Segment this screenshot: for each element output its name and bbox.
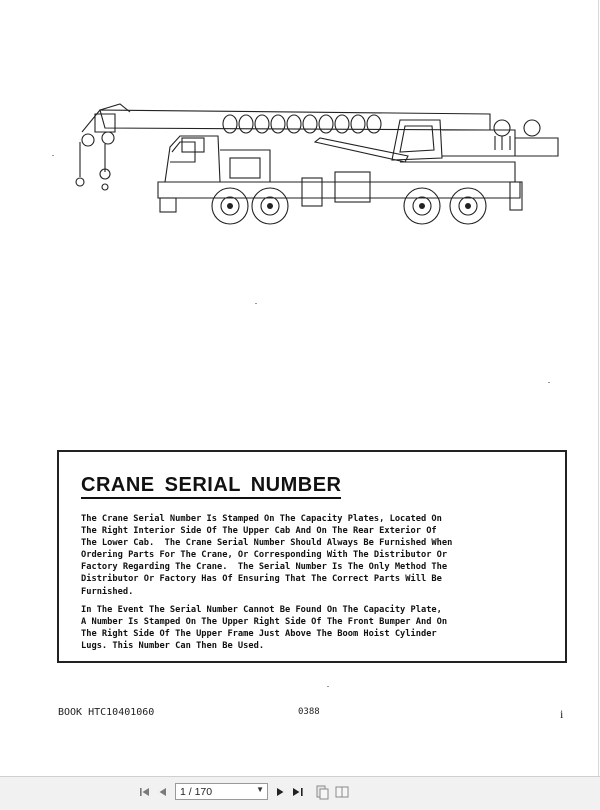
scan-speck <box>255 303 257 304</box>
scan-speck <box>552 155 554 156</box>
two-page-view-icon[interactable] <box>334 784 350 800</box>
scan-speck <box>52 155 54 156</box>
page-number-value: 1 / 170 <box>180 786 213 798</box>
crane-truck-illustration <box>70 102 565 230</box>
scan-speck <box>327 686 329 687</box>
book-number: BOOK HTC10401060 <box>58 707 155 718</box>
notice-heading: CRANE SERIAL NUMBER <box>81 474 341 499</box>
last-page-icon[interactable] <box>290 784 306 800</box>
viewer-toolbar <box>0 776 600 810</box>
single-page-view-icon[interactable] <box>314 784 330 800</box>
page-number-select[interactable] <box>175 783 268 800</box>
notice-paragraph-2: In The Event The Serial Number Cannot Be Found On The Capacity Plate, A Number Is Stamped On The Upper Right Side Of The Front Bumper And On The Right Side Of The Upper Frame Just Above The Boom Hoist Cylinder Lugs. This Number Can Then Be Used. <box>81 605 448 652</box>
chevron-down-icon: ▼ <box>256 785 264 794</box>
scan-speck <box>548 382 550 383</box>
next-page-icon[interactable] <box>272 784 288 800</box>
first-page-icon[interactable] <box>137 784 153 800</box>
previous-page-icon[interactable] <box>155 784 171 800</box>
document-code: 0388 <box>298 707 320 717</box>
page-number: i <box>560 707 564 721</box>
notice-paragraph-1: The Crane Serial Number Is Stamped On The Capacity Plates, Located On The Right Interior Side Of The Upper Cab And On The Rear Exterior Of The Lower Cab. The Crane Serial Number Should Always Be Furnished When Ordering Parts For The Crane, Or Corresponding With The Distributor Or Factory Regarding The Crane. The Serial Number Is The Only Method The Distributor Or Factory Has Of Ensuring That The Correct Parts Will Be Furnished. <box>81 514 453 597</box>
serial-number-notice-box <box>57 450 567 663</box>
